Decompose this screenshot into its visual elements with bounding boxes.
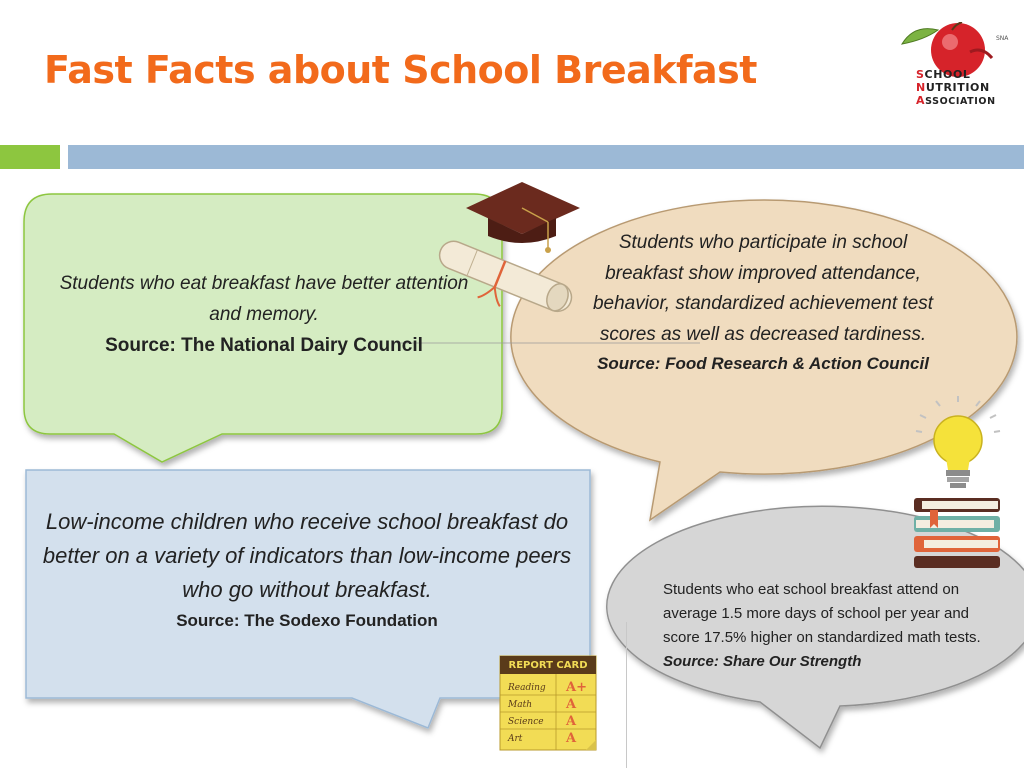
report-card-icon xyxy=(500,656,596,750)
fact-text: Students who eat school breakfast attend on average 1.5 more days of school per year and score 17.5% higher on standardized math tests. xyxy=(663,581,981,646)
report-card-title: REPORT CARD xyxy=(508,660,588,671)
report-grade: A xyxy=(566,714,577,729)
report-subject: Math xyxy=(508,700,532,710)
fact-text: Students who eat breakfast have better attention and memory. xyxy=(59,273,469,325)
fact-source: Source: Food Research & Action Council xyxy=(597,354,929,373)
trademark-label: SNA xyxy=(996,35,1009,42)
report-subject: Science xyxy=(508,717,544,727)
report-grade: A xyxy=(566,731,577,746)
report-subject: Art xyxy=(508,734,523,744)
logo-rest-3: SSOCIATION xyxy=(925,96,996,107)
fact-source: Source: The Sodexo Foundation xyxy=(176,611,438,630)
fact-math-scores xyxy=(663,578,983,674)
logo-cap-1: S xyxy=(916,68,925,81)
report-subject: Reading xyxy=(508,683,546,693)
fact-low-income xyxy=(42,505,572,635)
fact-attention xyxy=(44,268,484,361)
logo-rest-2: UTRITION xyxy=(925,81,990,94)
fact-source: Source: The National Dairy Council xyxy=(105,335,423,356)
fact-source: Source: Share Our Strength xyxy=(663,653,862,670)
report-grade: A xyxy=(566,697,577,712)
fact-attendance xyxy=(588,228,938,377)
report-grade: A+ xyxy=(566,680,587,695)
logo-cap-3: A xyxy=(916,94,926,107)
fact-text: Low-income children who receive school breakfast do better on a variety of indicators than low-income peers who go without breakfast. xyxy=(42,509,572,602)
page-title: Fast Facts about School Breakfast xyxy=(44,48,757,92)
fact-text: Students who participate in school breakfast show improved attendance, behavior, standardized achievement test scores as well as decreased tardiness. xyxy=(592,232,934,345)
logo-cap-2: N xyxy=(916,81,926,94)
logo-rest-1: CHOOL xyxy=(924,68,971,81)
divider-line xyxy=(626,622,627,768)
